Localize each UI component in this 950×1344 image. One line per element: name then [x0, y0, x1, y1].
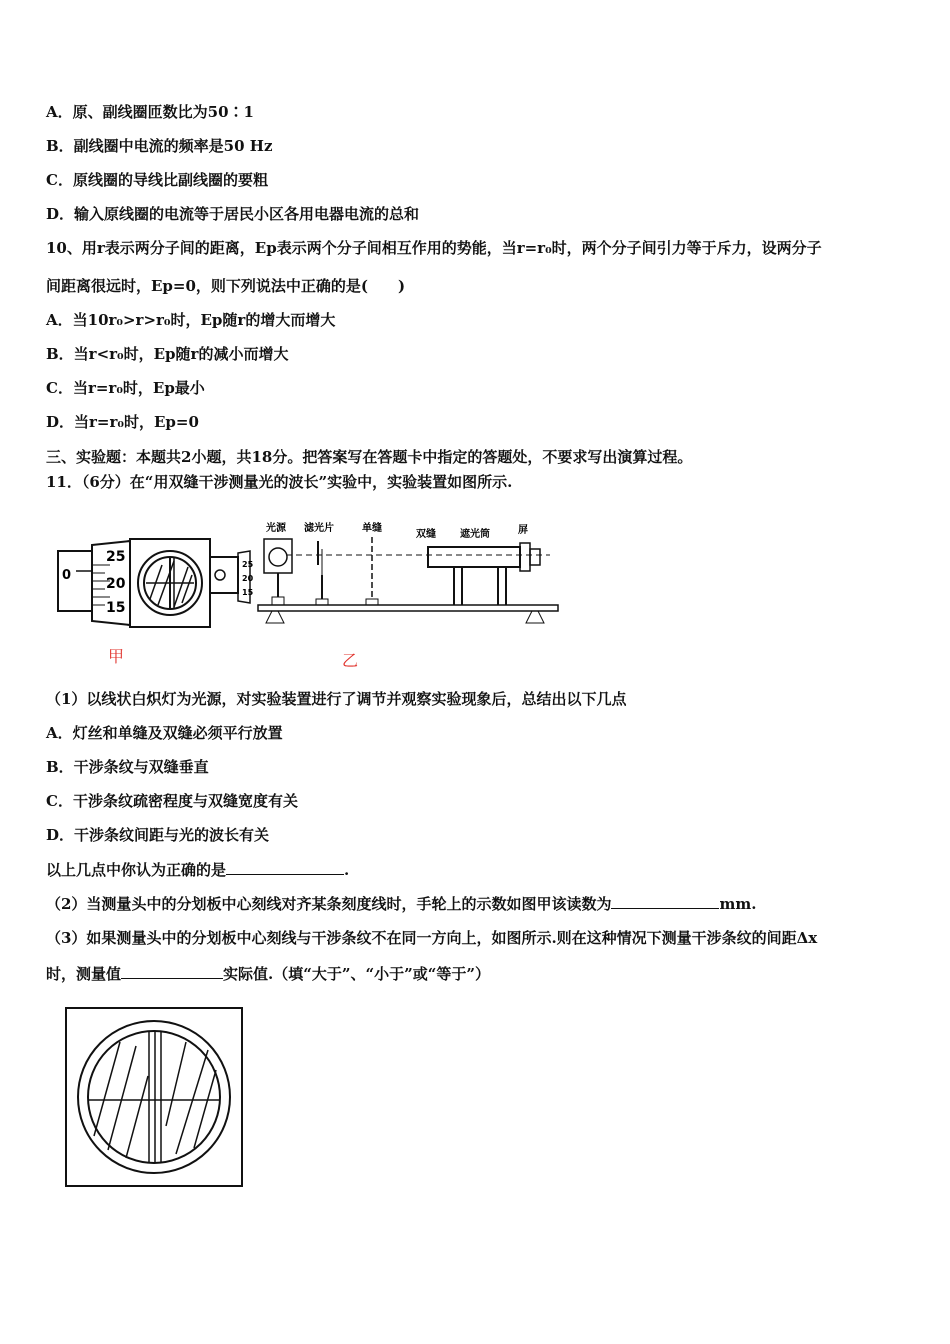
q11-part3-line1: （3）如果测量头中的分划板中心刻线与干涉条纹不在同一方向上，如图所示.则在这种情况下测量干涉条纹的间距Δx: [46, 929, 818, 947]
answer-blank-1[interactable]: [226, 860, 344, 875]
q11-stem: 11．（6分）在“用双缝干涉测量光的波长”实验中，实验装置如图所示.: [46, 473, 513, 491]
figure-label-yi: 乙: [342, 651, 359, 670]
apparatus: [258, 521, 558, 623]
q11-part1-intro: （1）以线状白炽灯为光源，对实验装置进行了调节并观察实验现象后，总结出以下几点: [46, 690, 627, 708]
q9-option-d: D．输入原线圈的电流等于居民小区各用电器电流的总和: [46, 205, 420, 223]
q10-option-b: B．当r<r₀时，Ep随r的减小而增大: [46, 345, 289, 363]
answer-blank-3[interactable]: [121, 964, 223, 979]
svg-text:25: 25: [242, 560, 254, 569]
q11-part1-a: A．灯丝和单缝及双缝必须平行放置: [46, 724, 283, 742]
micrometer-scale-25: 25: [106, 549, 126, 565]
q11-part1-d: D．干涉条纹间距与光的波长有关: [46, 826, 270, 844]
eyepiece-view: [130, 539, 210, 627]
q9-option-b: B．副线圈中电流的频率是50 Hz: [46, 137, 273, 155]
q11-part1-b: B．干涉条纹与双缝垂直: [46, 758, 209, 776]
q10-option-d: D．当r=r₀时，Ep=0: [46, 413, 199, 431]
q10-stem-line2: 间距离很远时，Ep=0，则下列说法中正确的是( ): [46, 277, 406, 295]
label-screen: 屏: [518, 525, 528, 536]
q9-option-c: C．原线圈的导线比副线圈的要粗: [46, 171, 268, 189]
q10-stem-line1: 10、用r表示两分子间的距离，Ep表示两个分子间相互作用的势能，当r=r₀时，两个分子间引力等于斥力，设两分子: [46, 239, 822, 257]
micrometer-main-tick: 0: [62, 568, 72, 583]
label-single-slit: 单缝: [362, 523, 382, 534]
q11-part1-answer: 以上几点中你认为正确的是 .: [46, 861, 350, 879]
q9-option-a: A．原、副线圈匝数比为50∶1: [46, 103, 254, 121]
label-light-source: 光源: [266, 523, 286, 534]
q11-part2: （2）当测量头中的分划板中心刻线对齐某条刻度线时，手轮上的示数如图甲该读数为 mm.: [46, 895, 757, 913]
answer-blank-2[interactable]: [611, 894, 719, 909]
q10-option-c: C．当r=r₀时，Ep最小: [46, 379, 205, 397]
label-filter: 滤光片: [304, 523, 334, 534]
micrometer-reading: [58, 541, 130, 625]
micrometer-small: [210, 551, 254, 603]
q11-figure: [50, 515, 570, 655]
section3-header: 三、实验题：本题共2小题，共18分。把答案写在答题卡中指定的答题处，不要求写出演算过程。: [46, 448, 693, 466]
q11-part1-c: C．干涉条纹疏密程度与双缝宽度有关: [46, 792, 298, 810]
label-tube: 遮光筒: [460, 529, 490, 540]
svg-text:20: 20: [242, 574, 254, 583]
micrometer-scale-15: 15: [106, 600, 126, 616]
micrometer-scale-20: 20: [106, 576, 126, 592]
figure-label-jia: 甲: [108, 647, 125, 666]
q11-part3-figure: [64, 1006, 246, 1190]
q10-option-a: A．当10r₀>r>r₀时，Ep随r的增大而增大: [46, 311, 336, 329]
label-double-slit: 双缝: [416, 529, 436, 540]
svg-text:15: 15: [242, 588, 254, 597]
q11-part3-line2: 时，测量值 实际值.（填“大于”、“小于”或“等于”）: [46, 965, 491, 983]
